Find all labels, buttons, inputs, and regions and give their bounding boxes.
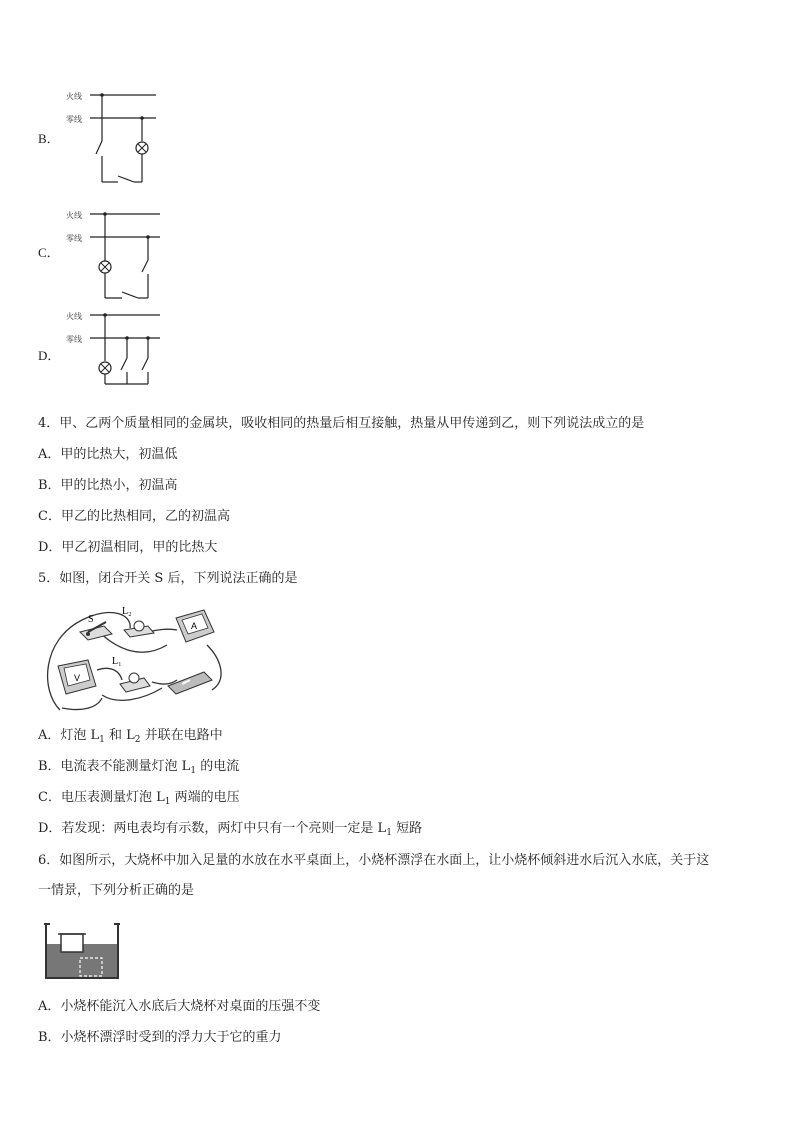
question-6-stem-line-2: 一情景，下列分析正确的是 bbox=[38, 883, 195, 898]
ammeter-label: A bbox=[191, 621, 198, 631]
question-5-option-d: D．若发现：两电表均有示数，两灯中只有一个亮则一定是 $L_1$ 短路 bbox=[38, 821, 423, 838]
live-wire-label: 火线 bbox=[66, 211, 82, 220]
question-4-stem: 4．甲、乙两个质量相同的金属块，吸收相同的热量后相互接触，热量从甲传递到乙，则下列说法成立的是 bbox=[38, 416, 645, 431]
question-6-option-a: A．小烧杯能沉入水底后大烧杯对桌面的压强不变 bbox=[38, 999, 321, 1014]
live-wire-label: 火线 bbox=[66, 312, 82, 321]
option-d-letter: D． bbox=[38, 348, 61, 363]
neutral-wire-label: 零线 bbox=[66, 115, 82, 124]
question-4-option-d: D．甲乙初温相同，甲的比热大 bbox=[38, 540, 218, 555]
question-6-stem-line-1: 6．如图所示，大烧杯中加入足量的水放在水平桌面上，小烧杯漂浮在水面上，让小烧杯倾斜进水后沉入水底，关于这 bbox=[38, 853, 710, 868]
question-4-option-b: B．甲的比热小，初温高 bbox=[38, 478, 178, 493]
circuit-diagram-b bbox=[60, 86, 170, 188]
question-5-stem: 5．如图，闭合开关 S 后，下列说法正确的是 bbox=[38, 571, 298, 586]
circuit-diagram-d bbox=[60, 306, 170, 388]
question-5-option-a: A．灯泡 $L_1$ 和 $L_2$ 并联在电路中 bbox=[38, 728, 223, 745]
question-4-option-c: C．甲乙的比热相同，乙的初温高 bbox=[38, 509, 230, 524]
voltmeter-label: V bbox=[74, 673, 81, 683]
circuit-diagram-c bbox=[60, 205, 170, 307]
live-wire-label: 火线 bbox=[66, 92, 82, 101]
lamp-l2 bbox=[122, 606, 154, 637]
question-6-option-b: B．小烧杯漂浮时受到的浮力大于它的重力 bbox=[38, 1030, 282, 1045]
neutral-wire-label: 零线 bbox=[66, 335, 82, 344]
voltmeter bbox=[58, 660, 96, 694]
neutral-wire-label: 零线 bbox=[66, 234, 82, 243]
lamp-l1 bbox=[112, 656, 150, 692]
question-5-option-b: B．电流表不能测量灯泡 $L_1$ 的电流 bbox=[38, 759, 240, 776]
switch-s bbox=[80, 614, 112, 640]
option-b-letter: B． bbox=[38, 131, 60, 146]
ammeter bbox=[176, 610, 214, 642]
circuit-photo-figure bbox=[42, 600, 228, 714]
question-4-option-a: A．甲的比热大，初温低 bbox=[38, 447, 178, 462]
lamp-l1-label: L₁ bbox=[112, 656, 122, 667]
beaker-figure bbox=[44, 922, 122, 982]
lamp-l2-label: L₂ bbox=[122, 606, 132, 617]
option-c-letter: C． bbox=[38, 245, 60, 260]
switch-label: S bbox=[88, 614, 94, 625]
question-5-option-c: C．电压表测量灯泡 $L_1$ 两端的电压 bbox=[38, 790, 240, 807]
battery bbox=[168, 672, 212, 694]
